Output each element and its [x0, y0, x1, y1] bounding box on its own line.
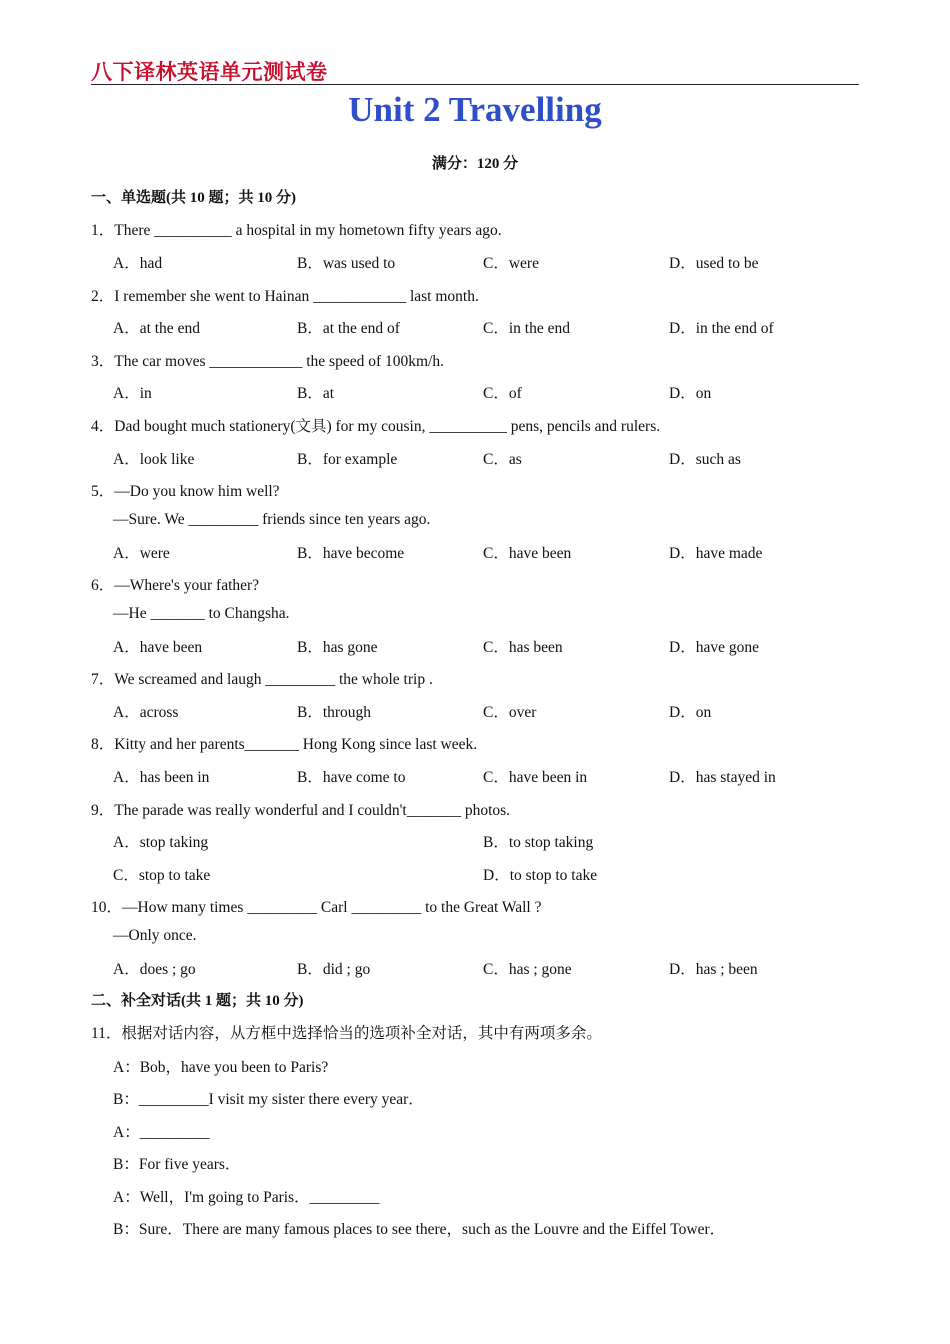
question-10-option-b: B．did ; go — [297, 961, 371, 978]
question-5-option-a: A．were — [113, 545, 170, 562]
question-2-option-d: D．in the end of — [669, 320, 774, 337]
question-9-stem: 9．The parade was really wonderful and I couldn't_______ photos. — [91, 802, 511, 819]
question-5-option-c: C．have been — [483, 545, 572, 562]
question-1-option-a: A．had — [113, 255, 163, 272]
section2-heading: 二、补全对话(共 1 题；共 10 分) — [91, 993, 304, 1009]
question-5-option-b: B．have become — [297, 545, 405, 562]
page-title: Unit 2 Travelling — [348, 90, 602, 129]
question-7-option-c: C．over — [483, 704, 537, 721]
dialogue-line-5: A：Well，I'm going to Paris．_________ — [113, 1189, 380, 1206]
question-10-option-c: C．has ; gone — [483, 961, 572, 978]
question-3-option-d: D．on — [669, 385, 712, 402]
question-8-option-a: A．has been in — [113, 769, 210, 786]
question-3-option-b: B．at — [297, 385, 335, 402]
dialogue-line-2: B：_________I visit my sister there every year． — [113, 1091, 424, 1108]
question-7-stem: 7．We screamed and laugh _________ the whole trip . — [91, 671, 433, 688]
question-9-option-b: B．to stop taking — [483, 834, 594, 851]
question-2-option-a: A．at the end — [113, 320, 200, 337]
dialogue-line-1: A：Bob，have you been to Paris? — [113, 1059, 329, 1076]
question-4-option-d: D．such as — [669, 451, 741, 468]
question-2-option-c: C．in the end — [483, 320, 570, 337]
question-7-option-a: A．across — [113, 704, 179, 721]
total-score: 满分：120 分 — [431, 156, 519, 172]
section1-heading: 一、单选题(共 10 题；共 10 分) — [91, 190, 296, 206]
page-header — [91, 56, 859, 85]
question-11-instruction: 11．根据对话内容，从方框中选择恰当的选项补全对话，其中有两项多余。 — [91, 1025, 602, 1042]
question-10-stem-reply: —Only once. — [113, 927, 197, 944]
question-1-option-d: D．used to be — [669, 255, 759, 272]
question-6-option-c: C．has been — [483, 639, 563, 656]
header-banner: 八下译林英语单元测试卷 — [91, 60, 328, 84]
question-6-option-b: B．has gone — [297, 639, 378, 656]
question-10-stem: 10．—How many times _________ Carl _________ to the Great Wall ? — [91, 899, 542, 916]
question-4-option-b: B．for example — [297, 451, 398, 468]
question-4-option-a: A．look like — [113, 451, 195, 468]
question-8-option-c: C．have been in — [483, 769, 588, 786]
question-9-option-d: D．to stop to take — [483, 867, 598, 884]
question-10-option-d: D．has ; been — [669, 961, 758, 978]
question-4-option-c: C．as — [483, 451, 522, 468]
question-8-option-d: D．has stayed in — [669, 769, 776, 786]
question-7-option-b: B．through — [297, 704, 372, 721]
question-2-option-b: B．at the end of — [297, 320, 400, 337]
question-6-stem-reply: —He _______ to Changsha. — [113, 605, 290, 622]
question-7-option-d: D．on — [669, 704, 712, 721]
question-1-stem: 1．There __________ a hospital in my hometown fifty years ago. — [91, 222, 502, 239]
question-5-stem: 5．—Do you know him well? — [91, 483, 280, 500]
question-6-stem: 6．—Where's your father? — [91, 577, 260, 594]
question-2-stem: 2．I remember she went to Hainan ____________ last month. — [91, 288, 479, 305]
question-8-option-b: B．have come to — [297, 769, 406, 786]
question-10-option-a: A．does ; go — [113, 961, 196, 978]
question-5-option-d: D．have made — [669, 545, 763, 562]
question-3-option-c: C．of — [483, 385, 522, 402]
question-4-stem: 4．Dad bought much stationery(文具) for my cousin, __________ pens, pencils and rulers. — [91, 418, 661, 435]
question-8-stem: 8．Kitty and her parents_______ Hong Kong since last week. — [91, 736, 478, 753]
question-6-option-d: D．have gone — [669, 639, 759, 656]
question-1-option-b: B．was used to — [297, 255, 396, 272]
dialogue-line-3: A：_________ — [113, 1124, 210, 1141]
question-3-stem: 3．The car moves ____________ the speed of 100km/h. — [91, 353, 444, 370]
question-3-option-a: A．in — [113, 385, 152, 402]
question-9-option-c: C．stop to take — [113, 867, 211, 884]
question-6-option-a: A．have been — [113, 639, 203, 656]
question-9-option-a: A．stop taking — [113, 834, 209, 851]
question-1-option-c: C．were — [483, 255, 539, 272]
question-5-stem-reply: —Sure. We _________ friends since ten years ago. — [113, 511, 431, 528]
dialogue-line-4: B：For five years． — [113, 1156, 241, 1173]
dialogue-line-6: B：Sure．There are many famous places to see there，such as the Louvre and the Eiffel Tower． — [113, 1221, 726, 1238]
